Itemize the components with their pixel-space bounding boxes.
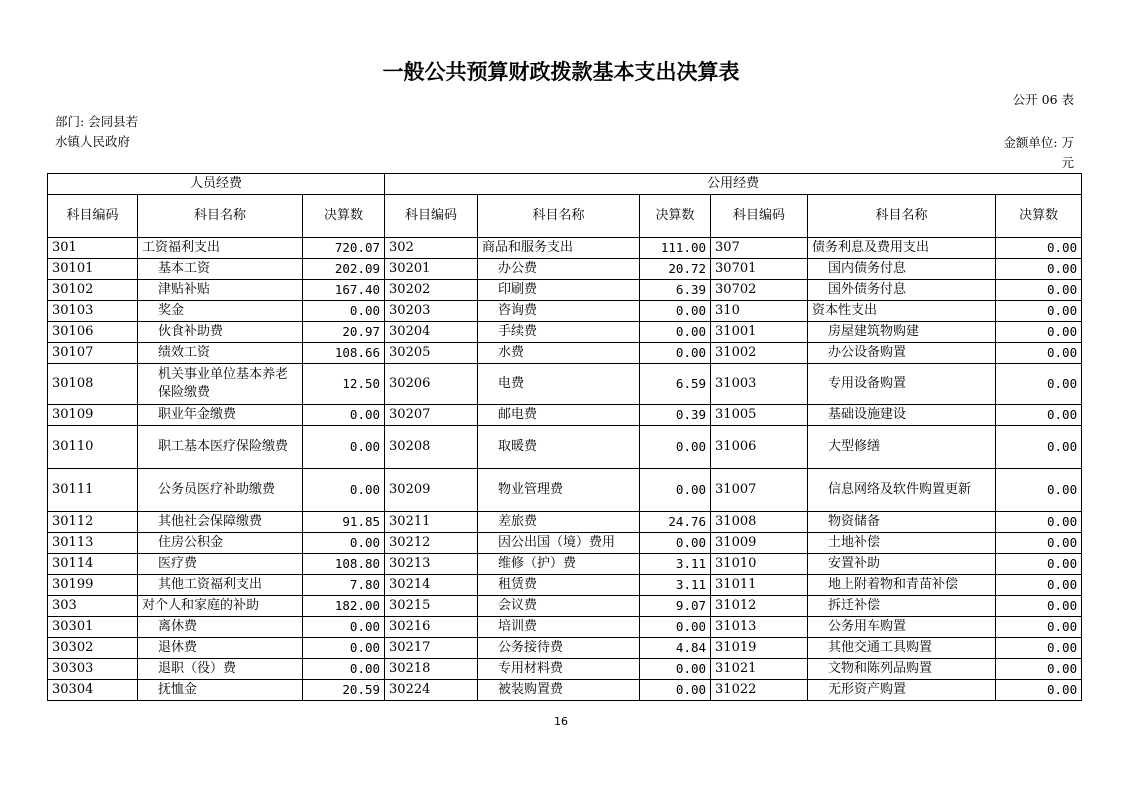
subject-name: 拆迁补偿: [808, 596, 996, 617]
subject-name: 物业管理费: [478, 469, 640, 512]
subject-name: 差旅费: [478, 512, 640, 533]
table-row: [48, 596, 1082, 617]
subject-name: 文物和陈列品购置: [808, 659, 996, 680]
amount: 108.80: [303, 554, 385, 575]
amount: 24.76: [640, 512, 711, 533]
subject-code: 30224: [385, 680, 478, 701]
subject-code: 31007: [711, 469, 808, 512]
amount: 0.00: [996, 405, 1082, 426]
page-title: 一般公共预算财政拨款基本支出决算表: [382, 60, 740, 84]
subject-name: 工资福利支出: [138, 238, 303, 259]
subject-name: 被装购置费: [478, 680, 640, 701]
amount: 0.00: [996, 596, 1082, 617]
amount: 0.00: [996, 469, 1082, 512]
subject-code: 31019: [711, 638, 808, 659]
subject-code: 30108: [48, 364, 138, 405]
subject-code: 30203: [385, 301, 478, 322]
subject-code: 302: [385, 238, 478, 259]
amount: 0.00: [640, 617, 711, 638]
subject-code: 31021: [711, 659, 808, 680]
department-label: 部门: 会同县若水镇人民政府: [55, 114, 139, 149]
subject-name: 绩效工资: [138, 343, 303, 364]
amount: 6.59: [640, 364, 711, 405]
amount: 167.40: [303, 280, 385, 301]
amount: 20.72: [640, 259, 711, 280]
subject-name: 公务用车购置: [808, 617, 996, 638]
subject-name: 会议费: [478, 596, 640, 617]
subject-code: 30106: [48, 322, 138, 343]
table-row: [48, 512, 1082, 533]
subject-name: 维修（护）费: [478, 554, 640, 575]
subject-name: 其他工资福利支出: [138, 575, 303, 596]
table-row: [48, 617, 1082, 638]
subject-name: 公务接待费: [478, 638, 640, 659]
subject-name: 办公设备购置: [808, 343, 996, 364]
table-row: [48, 280, 1082, 301]
subject-code: 30103: [48, 301, 138, 322]
subject-name: 国外债务付息: [808, 280, 996, 301]
subject-name: 机关事业单位基本养老保险缴费: [138, 364, 303, 405]
subject-code: 30201: [385, 259, 478, 280]
amount: 0.00: [996, 301, 1082, 322]
amount: 0.00: [640, 469, 711, 512]
subject-name: 抚恤金: [138, 680, 303, 701]
amount: 20.59: [303, 680, 385, 701]
subject-code: 31003: [711, 364, 808, 405]
subject-name: 退休费: [138, 638, 303, 659]
amount: 0.00: [996, 426, 1082, 469]
col-name-3: 科目名称: [808, 195, 996, 238]
col-name-2: 科目名称: [478, 195, 640, 238]
amount: 0.00: [996, 343, 1082, 364]
subject-name: 津贴补贴: [138, 280, 303, 301]
subject-name: 其他交通工具购置: [808, 638, 996, 659]
col-amount-2: 决算数: [640, 195, 711, 238]
subject-name: 债务利息及费用支出: [808, 238, 996, 259]
amount: 0.00: [996, 259, 1082, 280]
subject-name: 奖金: [138, 301, 303, 322]
table-row: [48, 680, 1082, 701]
subject-code: 30107: [48, 343, 138, 364]
subject-code: 31009: [711, 533, 808, 554]
amount: 0.00: [996, 364, 1082, 405]
subject-name: 培训费: [478, 617, 640, 638]
subject-name: 商品和服务支出: [478, 238, 640, 259]
col-amount-1: 决算数: [303, 195, 385, 238]
subject-name: 安置补助: [808, 554, 996, 575]
subject-code: 30702: [711, 280, 808, 301]
subject-code: 31001: [711, 322, 808, 343]
subject-code: 30701: [711, 259, 808, 280]
subject-code: 30301: [48, 617, 138, 638]
amount: 0.00: [996, 638, 1082, 659]
amount: 0.00: [996, 512, 1082, 533]
table-row: [48, 364, 1082, 405]
amount: 0.00: [640, 426, 711, 469]
subject-name: 专用设备购置: [808, 364, 996, 405]
column-header-row: [48, 195, 1082, 238]
amount: 0.00: [303, 533, 385, 554]
amount: 0.00: [303, 405, 385, 426]
subject-name: 住房公积金: [138, 533, 303, 554]
subject-code: 30303: [48, 659, 138, 680]
subject-name: 水费: [478, 343, 640, 364]
subject-code: 31006: [711, 426, 808, 469]
subject-code: 303: [48, 596, 138, 617]
subject-name: 地上附着物和青苗补偿: [808, 575, 996, 596]
subject-name: 印刷费: [478, 280, 640, 301]
amount: 108.66: [303, 343, 385, 364]
subject-code: 30208: [385, 426, 478, 469]
subject-code: 31002: [711, 343, 808, 364]
subject-name: 邮电费: [478, 405, 640, 426]
subject-code: 30102: [48, 280, 138, 301]
subject-code: 30212: [385, 533, 478, 554]
amount: 0.00: [640, 301, 711, 322]
subject-name: 因公出国（境）费用: [478, 533, 640, 554]
amount: 720.07: [303, 238, 385, 259]
group-personnel: 人员经费: [48, 174, 385, 195]
table-row: [48, 343, 1082, 364]
subject-code: 30202: [385, 280, 478, 301]
subject-name: 咨询费: [478, 301, 640, 322]
amount: 91.85: [303, 512, 385, 533]
subject-code: 30217: [385, 638, 478, 659]
amount: 0.00: [996, 659, 1082, 680]
amount: 0.00: [640, 659, 711, 680]
subject-code: 30213: [385, 554, 478, 575]
page-number: 16: [554, 715, 568, 728]
subject-name: 专用材料费: [478, 659, 640, 680]
amount: 20.97: [303, 322, 385, 343]
subject-code: 30113: [48, 533, 138, 554]
table-row: [48, 322, 1082, 343]
amount: 202.09: [303, 259, 385, 280]
subject-code: 30207: [385, 405, 478, 426]
form-number: 公开 06 表: [1012, 92, 1074, 107]
subject-code: 30211: [385, 512, 478, 533]
subject-code: 30110: [48, 426, 138, 469]
amount: 0.00: [996, 280, 1082, 301]
col-code-1: 科目编码: [48, 195, 138, 238]
amount: 12.50: [303, 364, 385, 405]
amount: 182.00: [303, 596, 385, 617]
subject-name: 电费: [478, 364, 640, 405]
subject-name: 无形资产购置: [808, 680, 996, 701]
expenditure-table: [47, 173, 1082, 701]
table-row: [48, 238, 1082, 259]
amount: 0.00: [303, 617, 385, 638]
subject-code: 31022: [711, 680, 808, 701]
subject-code: 30114: [48, 554, 138, 575]
amount: 0.00: [996, 617, 1082, 638]
subject-code: 30218: [385, 659, 478, 680]
subject-name: 离休费: [138, 617, 303, 638]
amount: 0.00: [303, 659, 385, 680]
subject-name: 房屋建筑物购建: [808, 322, 996, 343]
subject-code: 31013: [711, 617, 808, 638]
table-row: [48, 554, 1082, 575]
col-name-1: 科目名称: [138, 195, 303, 238]
subject-name: 对个人和家庭的补助: [138, 596, 303, 617]
table-row: [48, 659, 1082, 680]
group-header-row: [48, 174, 1082, 195]
amount: 7.80: [303, 575, 385, 596]
amount: 3.11: [640, 575, 711, 596]
group-public: 公用经费: [385, 174, 1082, 195]
amount: 0.00: [303, 426, 385, 469]
subject-name: 职业年金缴费: [138, 405, 303, 426]
subject-code: 31011: [711, 575, 808, 596]
amount: 0.00: [640, 343, 711, 364]
subject-name: 医疗费: [138, 554, 303, 575]
subject-code: 30209: [385, 469, 478, 512]
amount: 0.00: [996, 533, 1082, 554]
amount: 0.00: [996, 554, 1082, 575]
subject-code: 30304: [48, 680, 138, 701]
table-row: [48, 533, 1082, 554]
table-row: [48, 301, 1082, 322]
subject-name: 手续费: [478, 322, 640, 343]
amount: 111.00: [640, 238, 711, 259]
subject-code: 31008: [711, 512, 808, 533]
subject-code: 30204: [385, 322, 478, 343]
subject-code: 31012: [711, 596, 808, 617]
subject-code: 30101: [48, 259, 138, 280]
subject-code: 30214: [385, 575, 478, 596]
amount: 3.11: [640, 554, 711, 575]
amount: 0.00: [640, 680, 711, 701]
amount: 9.07: [640, 596, 711, 617]
subject-code: 30109: [48, 405, 138, 426]
table-row: [48, 469, 1082, 512]
table-row: [48, 575, 1082, 596]
col-amount-3: 决算数: [996, 195, 1082, 238]
subject-name: 公务员医疗补助缴费: [138, 469, 303, 512]
table-row: [48, 405, 1082, 426]
table-row: [48, 426, 1082, 469]
subject-name: 伙食补助费: [138, 322, 303, 343]
amount: 0.00: [303, 469, 385, 512]
amount: 0.00: [996, 575, 1082, 596]
subject-code: 301: [48, 238, 138, 259]
amount: 0.00: [303, 638, 385, 659]
subject-name: 取暖费: [478, 426, 640, 469]
unit-label: 金额单位: 万元: [1003, 135, 1074, 170]
amount: 4.84: [640, 638, 711, 659]
col-code-3: 科目编码: [711, 195, 808, 238]
subject-code: 307: [711, 238, 808, 259]
amount: 0.39: [640, 405, 711, 426]
subject-name: 办公费: [478, 259, 640, 280]
subject-code: 31005: [711, 405, 808, 426]
subject-code: 310: [711, 301, 808, 322]
subject-name: 大型修缮: [808, 426, 996, 469]
subject-code: 30205: [385, 343, 478, 364]
subject-code: 30215: [385, 596, 478, 617]
subject-name: 退职（役）费: [138, 659, 303, 680]
amount: 0.00: [303, 301, 385, 322]
col-code-2: 科目编码: [385, 195, 478, 238]
subject-code: 30206: [385, 364, 478, 405]
table-row: [48, 638, 1082, 659]
amount: 0.00: [996, 680, 1082, 701]
subject-code: 30216: [385, 617, 478, 638]
subject-name: 资本性支出: [808, 301, 996, 322]
subject-name: 国内债务付息: [808, 259, 996, 280]
subject-name: 职工基本医疗保险缴费: [138, 426, 303, 469]
subject-code: 30111: [48, 469, 138, 512]
subject-name: 其他社会保障缴费: [138, 512, 303, 533]
amount: 6.39: [640, 280, 711, 301]
subject-code: 30302: [48, 638, 138, 659]
subject-name: 信息网络及软件购置更新: [808, 469, 996, 512]
subject-name: 物资储备: [808, 512, 996, 533]
subject-code: 31010: [711, 554, 808, 575]
subject-code: 30112: [48, 512, 138, 533]
subject-name: 租赁费: [478, 575, 640, 596]
amount: 0.00: [996, 238, 1082, 259]
amount: 0.00: [640, 322, 711, 343]
subject-name: 基础设施建设: [808, 405, 996, 426]
amount: 0.00: [996, 322, 1082, 343]
subject-name: 基本工资: [138, 259, 303, 280]
table-row: [48, 259, 1082, 280]
subject-name: 土地补偿: [808, 533, 996, 554]
amount: 0.00: [640, 533, 711, 554]
subject-code: 30199: [48, 575, 138, 596]
